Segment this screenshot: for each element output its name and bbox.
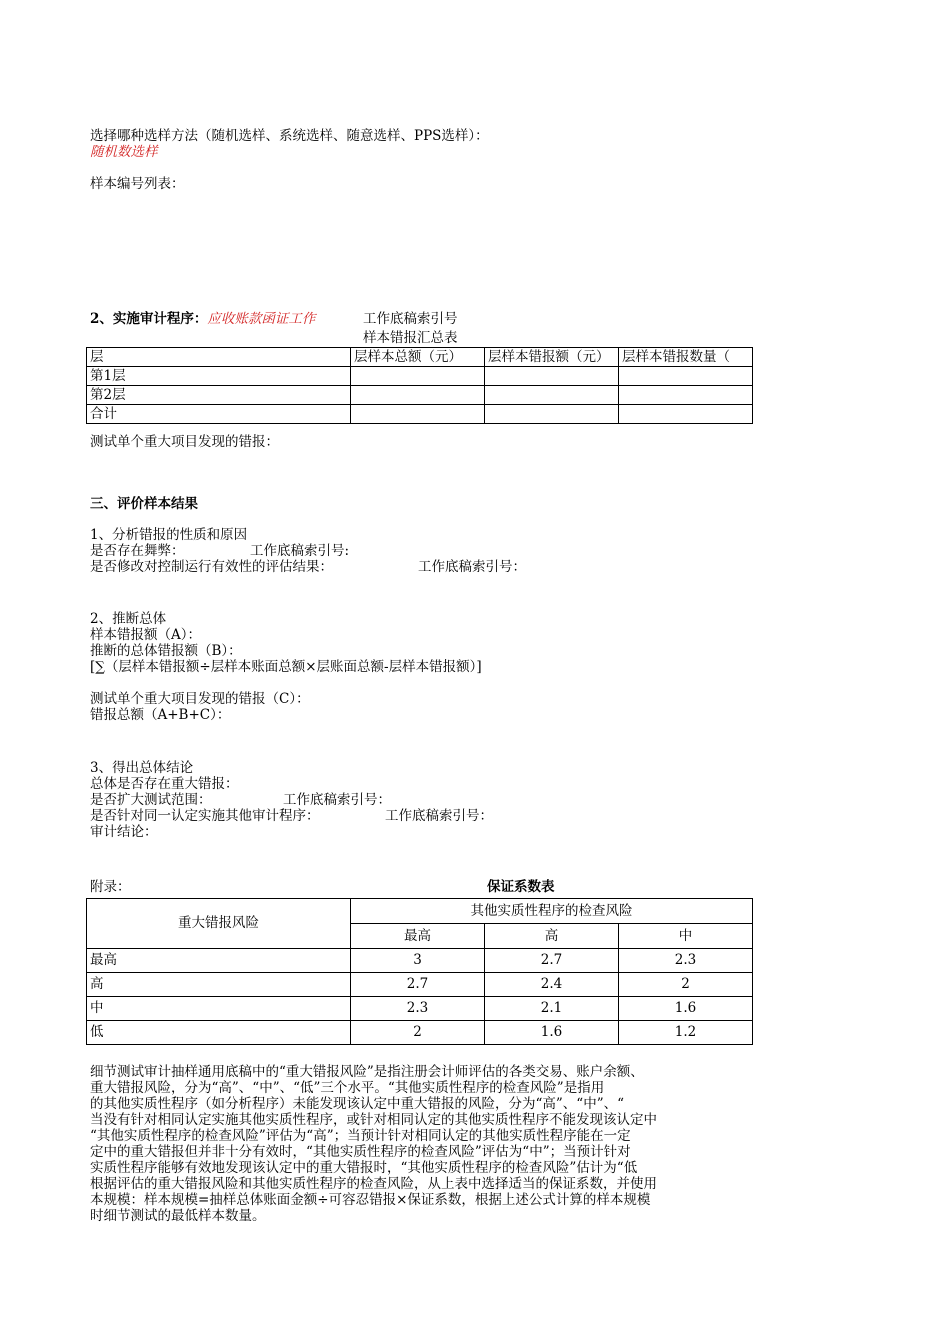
table-cell: 2.7 [351,973,485,997]
table-row [87,405,753,424]
column-header: 高 [485,924,619,949]
audit-conclusion-label: 审计结论： [90,824,158,840]
misstatement-summary-table [86,347,753,424]
note-line: 当没有针对相同认定实施其他实质性程序，或针对相同认定的其他实质性程序不能发现该认定中 [90,1112,657,1128]
row-label: 最高 [87,949,351,973]
table-cell[interactable] [619,386,753,405]
table-cell: 1.6 [619,997,753,1021]
workpaper-ref-label: 工作底稿索引号： [385,808,493,824]
table-row [87,1021,753,1045]
table-cell[interactable] [351,386,485,405]
table-cell[interactable] [619,405,753,424]
projection-formula: [∑（层样本错报额÷层样本账面总额×层账面总额-层样本错报额）] [90,659,482,675]
fraud-question: 是否存在舞弊： [90,543,185,559]
column-header: 中 [619,924,753,949]
procedure-name: 应收账款函证工作 [207,311,316,327]
note-line: 重大错报风险，分为“高”、“中”、“低”三个水平。“其他实质性程序的检查风险”是指用 [90,1080,605,1096]
workpaper-ref-label: 工作底稿索引号: [250,543,350,559]
sub2-heading: 2、推断总体 [90,611,167,627]
note-line: 细节测试审计抽样通用底稿中的“重大错报风险”是指注册会计师评估的各类交易、账户余额、 [90,1064,644,1080]
workpaper-ref-label: 工作底稿索引号： [418,559,526,575]
sub3-heading: 3、得出总体结论 [90,760,194,776]
risk-header: 重大错报风险 [87,899,351,949]
table-cell: 2.1 [485,997,619,1021]
table-cell[interactable] [351,367,485,386]
projected-misstatement-label: 推断的总体错报额（B）： [90,643,242,659]
table-cell[interactable] [351,405,485,424]
row-label: 低 [87,1021,351,1045]
note-line: 实质性程序能够有效地发现该认定中的重大错报时，“其他实质性程序的检查风险”估计为“低 [90,1160,638,1176]
method-answer: 随机数选样 [90,144,158,160]
workpaper-ref-label: 工作底稿索引号： [283,792,391,808]
section3-heading: 三、评价样本结果 [90,496,198,512]
table-row [87,997,753,1021]
table-cell[interactable] [485,386,619,405]
major-item-label: 测试单个重大项目发现的错报： [90,434,279,450]
table-cell: 2.4 [485,973,619,997]
audit-procedure-line [90,311,315,327]
row-label: 第2层 [87,386,351,405]
group-header: 其他实质性程序的检查风险 [351,899,753,924]
assurance-table-title: 保证系数表 [487,879,555,895]
material-misstatement-question: 总体是否存在重大错报： [90,776,239,792]
note-line: 的其他实质性程序（如分析程序）未能发现该认定中重大错报的风险，分为“高”、“中”、“ [90,1096,625,1112]
table-row [87,949,753,973]
row-label: 合计 [87,405,351,424]
table-cell: 3 [351,949,485,973]
header-cell: 层样本错报数量（ [619,348,753,367]
total-misstatement-label: 错报总额（A+B+C）： [90,707,231,723]
section2-heading: 2、实施审计程序： [90,311,208,327]
modify-assessment-question: 是否修改对控制运行有效性的评估结果： [90,559,333,575]
method-question: 选择哪种选样方法（随机选样、系统选样、随意选样、PPS选样）： [90,128,489,144]
assurance-factor-table [86,898,753,1045]
sub1-heading: 1、分析错报的性质和原因 [90,527,248,543]
sample-list-label: 样本编号列表： [90,176,185,192]
table-cell: 2 [351,1021,485,1045]
other-procedure-question: 是否针对同一认定实施其他审计程序： [90,808,320,824]
major-item-c-label: 测试单个重大项目发现的错报（C）： [90,691,310,707]
table-header-row [87,899,753,924]
column-header: 最高 [351,924,485,949]
table-cell: 1.6 [485,1021,619,1045]
misstatement-table-title: 样本错报汇总表 [363,330,458,346]
table-cell: 2.3 [619,949,753,973]
note-line: 根据评估的重大错报风险和其他实质性程序的检查风险，从上表中选择适当的保证系数，并使用 [90,1176,657,1192]
note-line: 本规模：样本规模=抽样总体账面金额÷可容忍错报×保证系数，根据上述公式计算的样本规模 [90,1192,651,1208]
table-row [87,386,753,405]
note-line: 定中的重大错报但并非十分有效时，“其他实质性程序的检查风险”评估为“中”；当预计针对 [90,1144,631,1160]
expand-scope-question: 是否扩大测试范围： [90,792,212,808]
table-row [87,367,753,386]
row-label: 中 [87,997,351,1021]
table-cell: 2 [619,973,753,997]
table-row [87,973,753,997]
table-cell[interactable] [485,405,619,424]
table-header-row [87,348,753,367]
workpaper-ref-label: 工作底稿索引号 [363,311,458,327]
header-cell: 层样本总额（元） [351,348,485,367]
row-label: 高 [87,973,351,997]
header-cell: 层 [87,348,351,367]
note-line: 时细节测试的最低样本数量。 [90,1208,266,1224]
table-cell[interactable] [485,367,619,386]
table-cell: 1.2 [619,1021,753,1045]
header-cell: 层样本错报额（元） [485,348,619,367]
row-label: 第1层 [87,367,351,386]
appendix-label: 附录： [90,879,131,895]
table-cell: 2.7 [485,949,619,973]
table-cell[interactable] [619,367,753,386]
sample-misstatement-label: 样本错报额（A）： [90,627,201,643]
note-line: “其他实质性程序的检查风险”评估为“高”；当预计针对相同认定的其他实质性程序能在一定 [90,1128,631,1144]
table-cell: 2.3 [351,997,485,1021]
